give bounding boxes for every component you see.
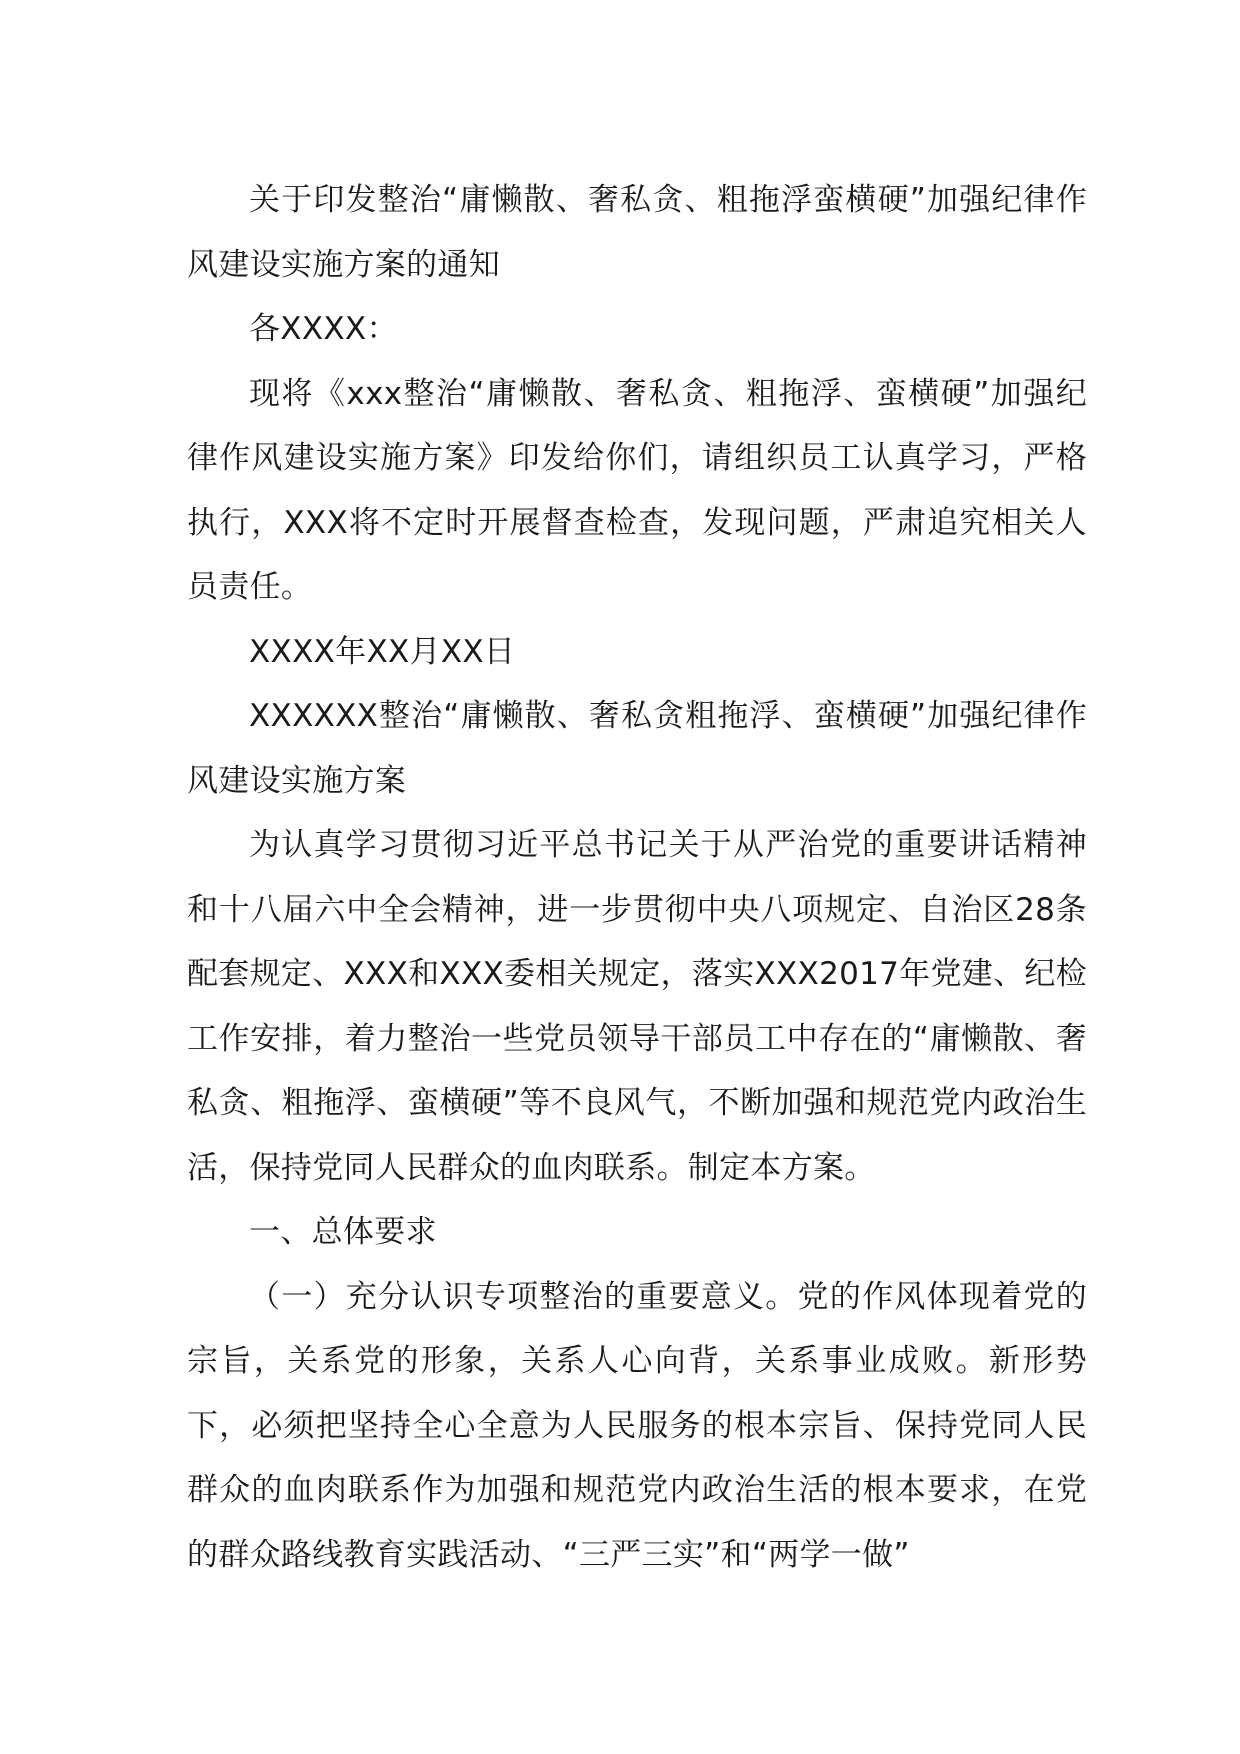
salutation: 各XXXX：: [249, 311, 398, 347]
section-heading: 一、总体要求: [249, 1214, 437, 1250]
section-paragraph: （一）充分认识专项整治的重要意义。党的作风体现着党的宗旨，关系党的形象，关系人心向背，关系事业成败。新形势下，必须把坚持全心全意为人民服务的根本宗旨、保持党同人民群众的血肉联系作为加强和规范党内政治生活的根本要求，在党的群众路线教育实践活动、“三严三实”和“两学一做”: [187, 1278, 1087, 1573]
notice-body: 现将《xxx整治“庸懒散、奢私贪、粗拖浮、蛮横硬”加强纪律作风建设实施方案》印发给你们，请组织员工认真学习，严格执行，XXX将不定时开展督查检查，发现问题，严肃追究相关人员责任。: [187, 375, 1087, 605]
notice-title: 关于印发整治“庸懒散、奢私贪、粗拖浮蛮横硬”加强纪律作风建设实施方案的通知: [187, 182, 1087, 283]
intro-paragraph: 为认真学习贯彻习近平总书记关于从严治党的重要讲话精神和十八届六中全会精神，进一步贯彻中央八项规定、自治区28条配套规定、XXX和XXX委相关规定，落实XXX2017年党建、纪检工作安排，着力整治一些党员领导干部员工中存在的“庸懒散、奢私贪、粗拖浮、蛮横硬”等不良风气，不断加强和规范党内政治生活，保持党同人民群众的血肉联系。制定本方案。: [187, 827, 1087, 1186]
document-body: [187, 168, 1087, 1587]
date-line: XXXX年XX月XX日: [249, 633, 516, 670]
plan-title: XXXXXX整治“庸懒散、奢私贪粗拖浮、蛮横硬”加强纪律作风建设实施方案: [187, 698, 1087, 799]
